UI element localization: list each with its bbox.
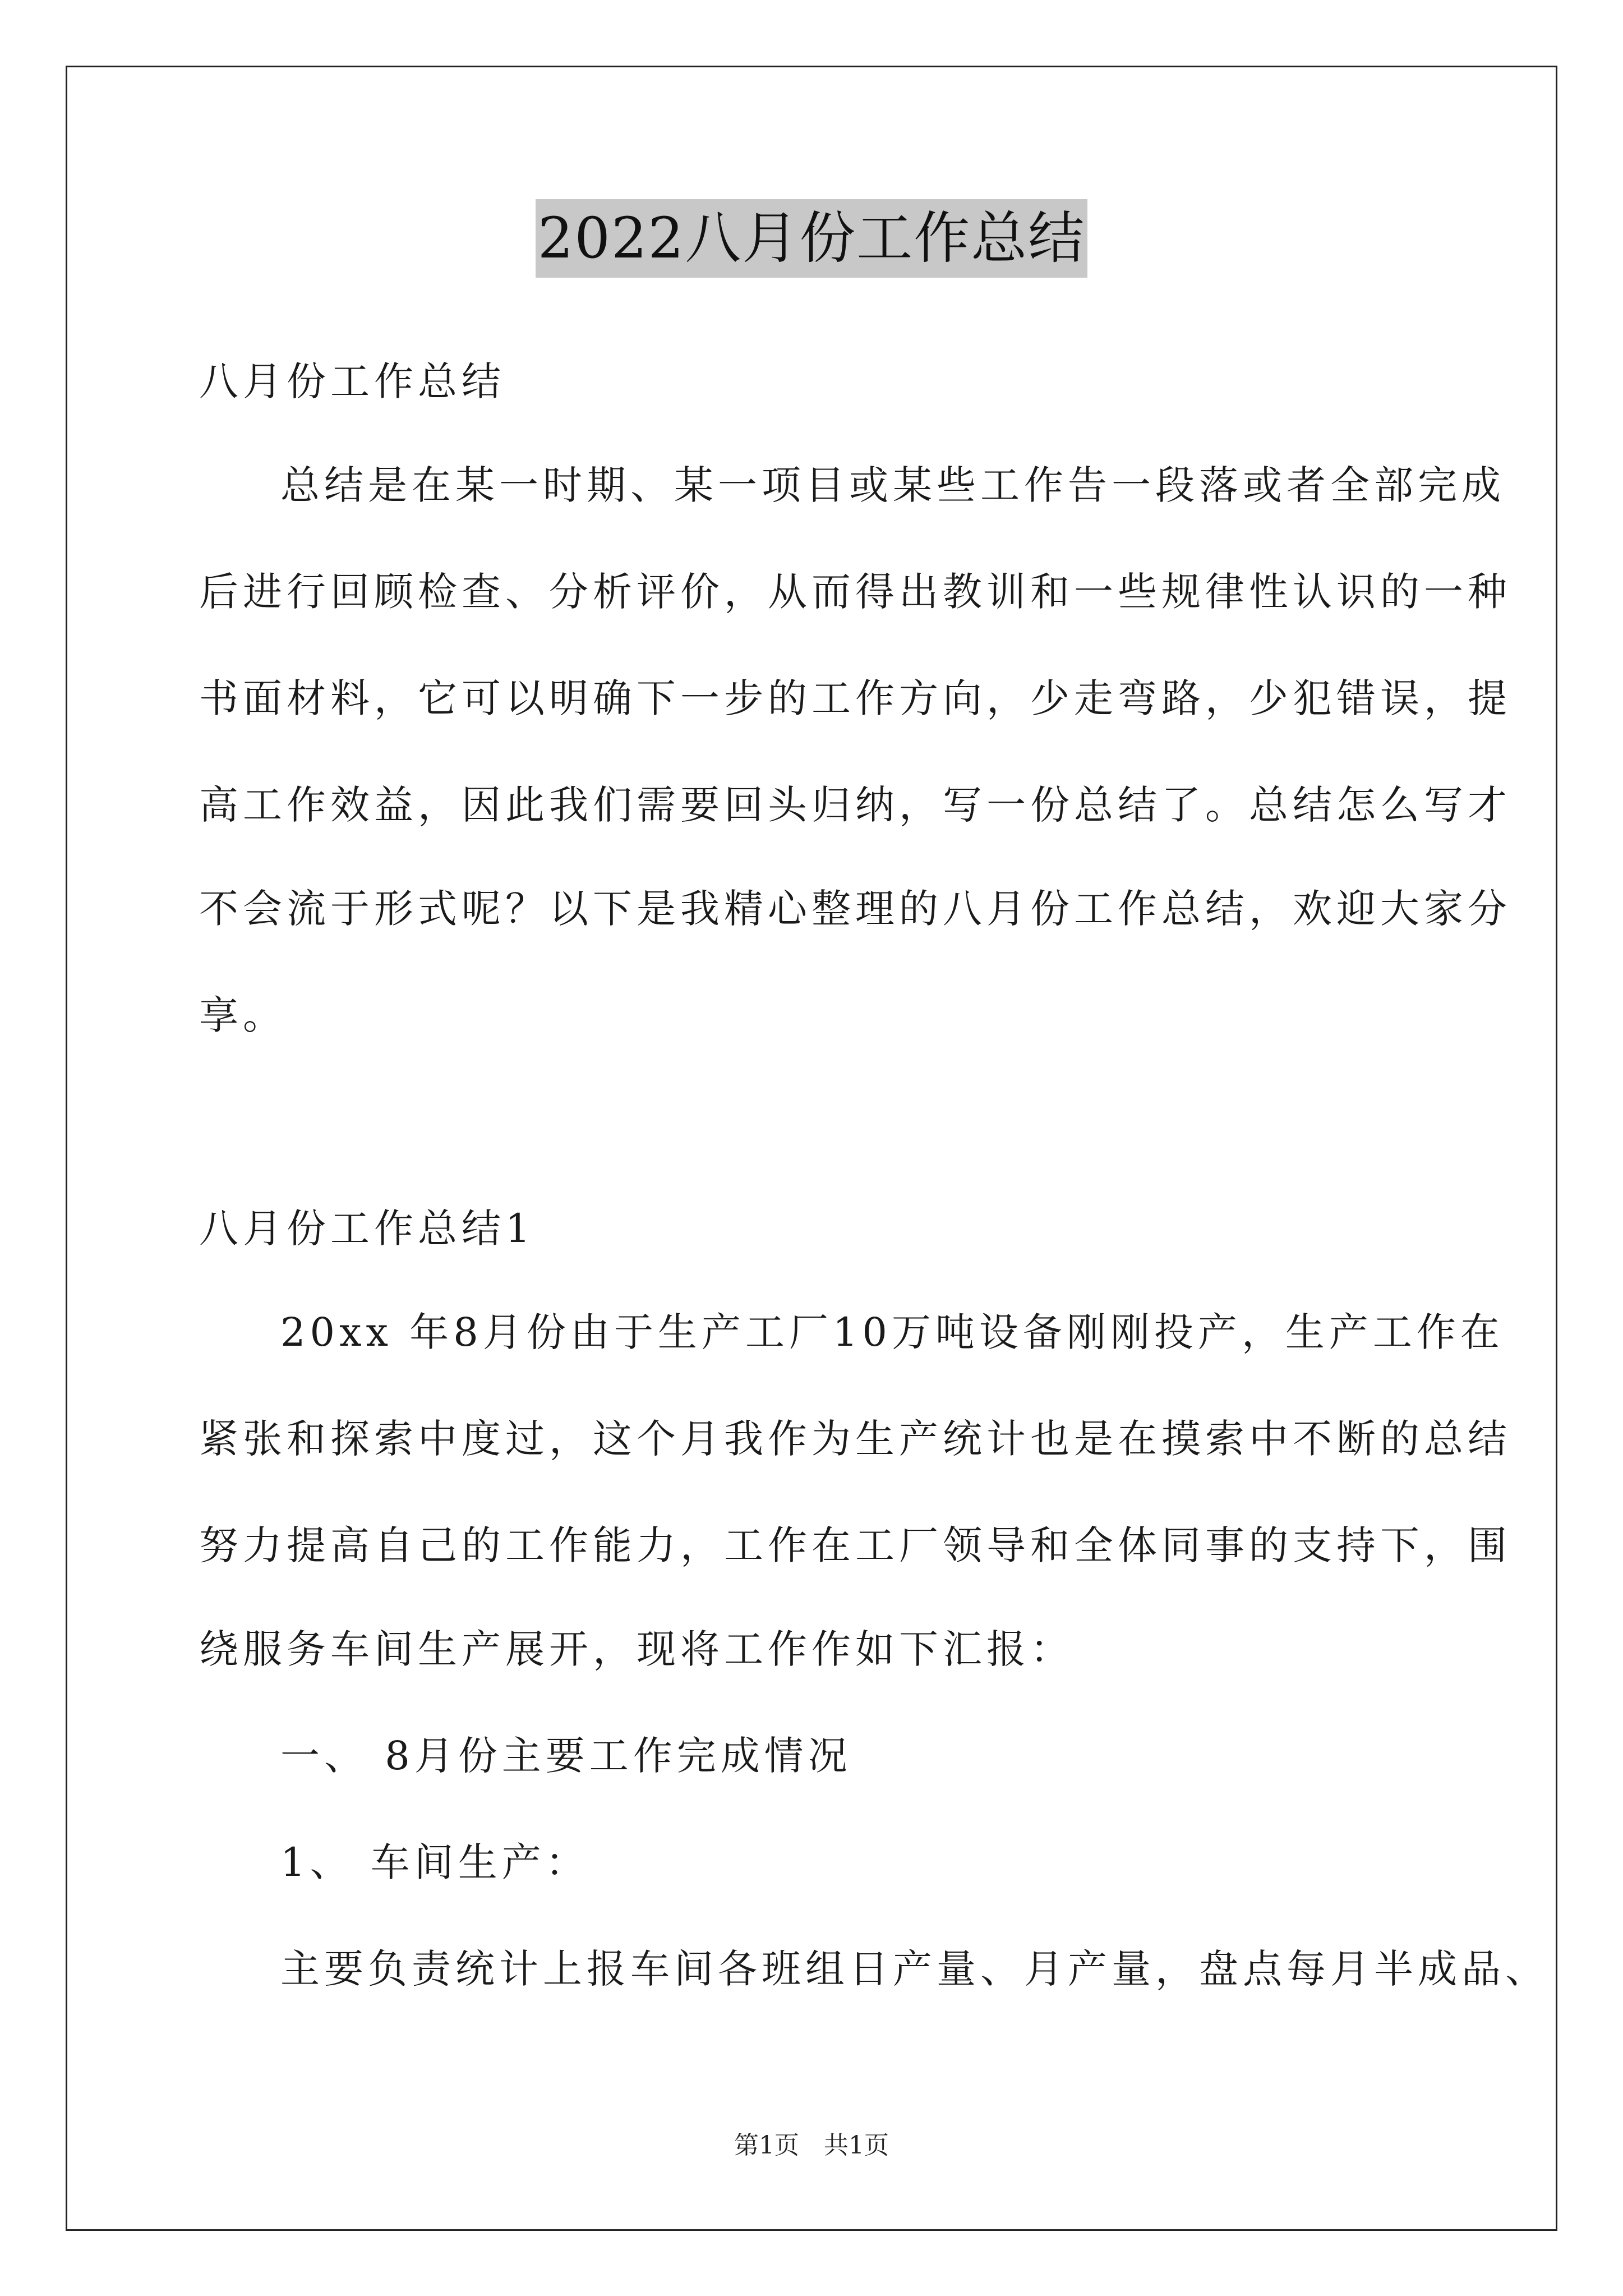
- paragraph-line: 主要负责统计上报车间各班组日产量、月产量，盘点每月半成品、: [280, 1946, 1549, 1992]
- section-heading: 八月份工作总结1: [199, 1205, 535, 1251]
- paragraph-line: 总结是在某一时期、某一项目或某些工作告一段落或者全部完成: [280, 462, 1505, 508]
- paragraph-line: 不会流于形式呢？以下是我精心整理的八月份工作总结，欢迎大家分: [199, 886, 1511, 932]
- paragraph-line: 绕服务车间生产展开，现将工作作如下汇报：: [199, 1626, 1074, 1672]
- paragraph-line: 努力提高自己的工作能力，工作在工厂领导和全体同事的支持下，围: [199, 1522, 1511, 1568]
- document-title: 2022八月份工作总结: [536, 199, 1088, 278]
- subsection-heading: 一、 8月份主要工作完成情况: [280, 1733, 852, 1779]
- title-wrapper: [0, 199, 1623, 278]
- paragraph-line: 20xx 年8月份由于生产工厂10万吨设备刚刚投产，生产工作在: [280, 1309, 1504, 1355]
- page-footer: 第1页 共1页: [734, 2131, 889, 2160]
- paragraph-line: 后进行回顾检查、分析评价，从而得出教训和一些规律性认识的一种: [199, 569, 1511, 615]
- subsection-heading: 1、 车间生产：: [280, 1839, 589, 1885]
- paragraph-line: 书面材料，它可以明确下一步的工作方向，少走弯路，少犯错误，提: [199, 675, 1511, 721]
- paragraph-line: 紧张和探索中度过，这个月我作为生产统计也是在摸索中不断的总结: [199, 1416, 1511, 1462]
- paragraph-line: 高工作效益，因此我们需要回头归纳，写一份总结了。总结怎么写才: [199, 782, 1511, 828]
- paragraph-line: 享。: [199, 992, 287, 1038]
- section-heading: 八月份工作总结: [199, 358, 505, 404]
